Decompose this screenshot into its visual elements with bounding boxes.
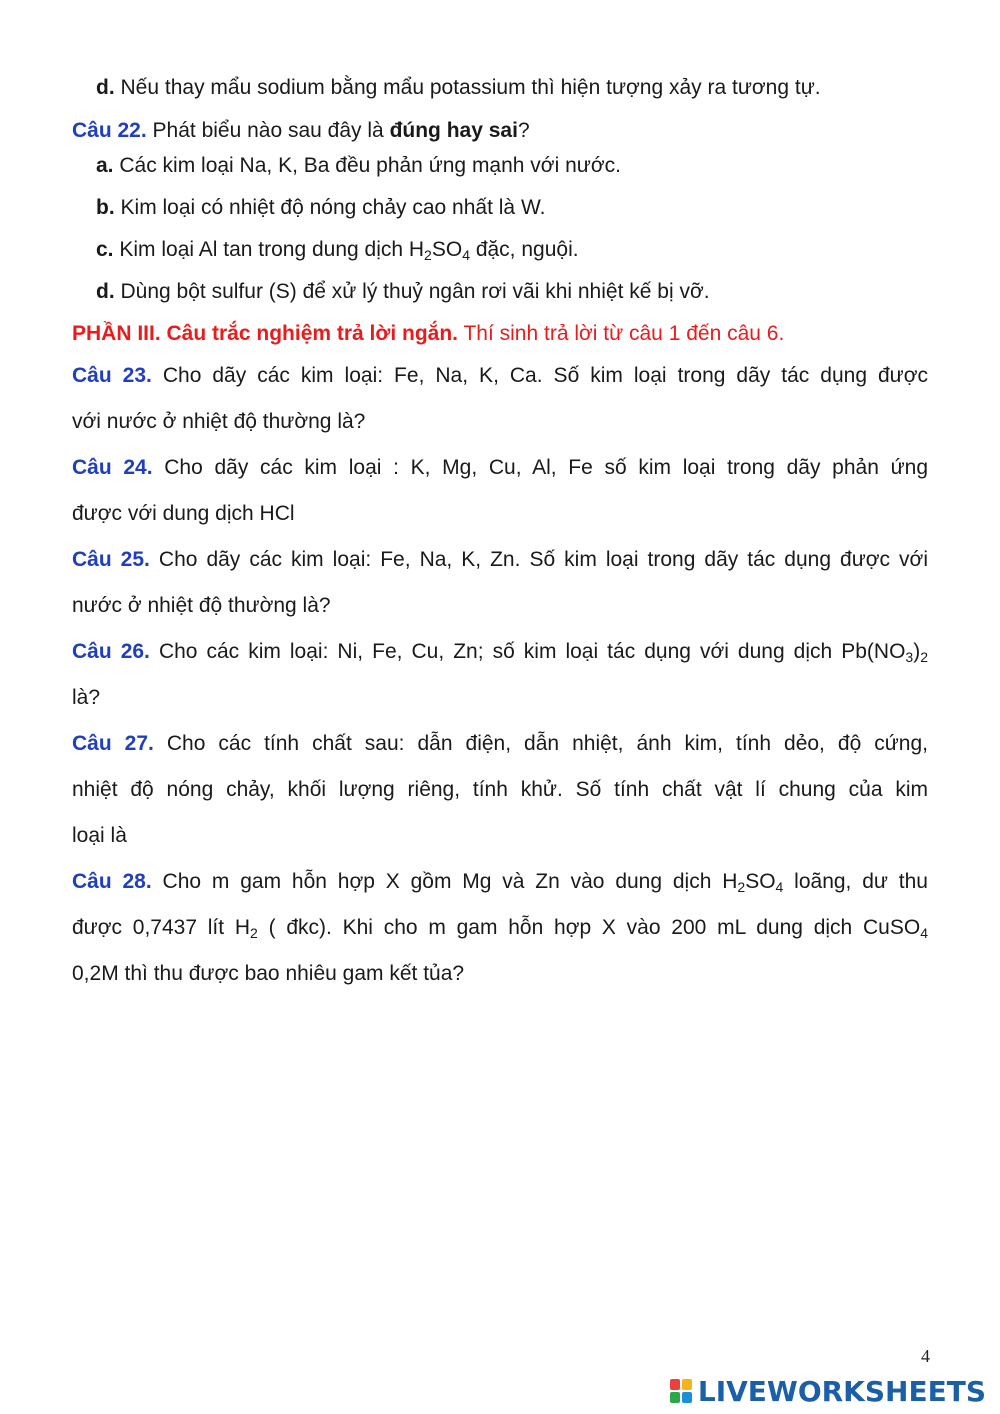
subscript: 4 — [462, 247, 470, 263]
option-text: Dùng bột sulfur (S) để xử lý thuỷ ngân rơi vãi khi nhiệt kế bị vỡ. — [120, 280, 710, 303]
q23-line-2: với nước ở nhiệt độ thường là? — [72, 410, 366, 433]
subscript: 4 — [920, 925, 928, 941]
option-label: d. — [96, 76, 115, 99]
section-instruction: Thí sinh trả lời từ câu 1 đến câu 6. — [463, 322, 785, 345]
logo-text: LIVEWORKSHEETS — [697, 1374, 986, 1408]
question-text: Cho dãy các kim loại : K, Mg, Cu, Al, Fe số kim loại trong dãy phản ứng — [164, 456, 929, 479]
option-label: b. — [96, 196, 115, 219]
q27-line-3: loại là — [72, 824, 127, 847]
option-text: Kim loại Al tan trong dung dịch H — [119, 238, 425, 261]
question-text: Cho dãy các kim loại: Fe, Na, K, Ca. Số kim loại trong dãy tác dụng được — [162, 364, 928, 387]
question-label: Câu 27. — [72, 732, 154, 755]
q22-option-d — [96, 278, 710, 306]
question-text-mid: ( đkc). Khi cho m gam hỗn hợp X vào 200 mL dung dịch CuSO — [268, 916, 921, 939]
question-label: Câu 22. — [72, 119, 147, 142]
q22-option-c — [96, 236, 579, 264]
subscript: 2 — [424, 247, 432, 263]
formula-part: SO — [431, 238, 463, 261]
option-text: Các kim loại Na, K, Ba đều phản ứng mạnh với nước. — [119, 154, 621, 177]
logo-square-2 — [682, 1379, 692, 1390]
q25-line-1 — [72, 546, 928, 574]
logo-square-4 — [682, 1392, 692, 1403]
q25-line-2: nước ở nhiệt độ thường là? — [72, 594, 331, 617]
question-label: Câu 25. — [72, 548, 150, 571]
option-text: Nếu thay mẩu sodium bằng mẩu potassium thì hiện tượng xảy ra tương tự. — [120, 76, 821, 99]
q27-line-1 — [72, 730, 928, 758]
question-label: Câu 23. — [72, 364, 152, 387]
question-text: Cho m gam hỗn hợp X gồm Mg và Zn vào dung dịch H — [162, 870, 738, 893]
q24-line-1 — [72, 454, 928, 482]
question-emphasis: đúng hay sai — [389, 119, 518, 142]
subscript: 2 — [250, 925, 258, 941]
q28-line-1 — [72, 868, 928, 896]
section-3-heading — [72, 320, 784, 348]
q26-line-1 — [72, 638, 928, 666]
q27-line-2: nhiệt độ nóng chảy, khối lượng riêng, tính khử. Số tính chất vật lí chung của kim — [72, 778, 928, 801]
question-text: Cho dãy các kim loại: Fe, Na, K, Zn. Số kim loại trong dãy tác dụng được với — [158, 548, 928, 571]
logo-square-3 — [670, 1392, 680, 1403]
q21-option-d — [96, 74, 821, 102]
option-text-end: đặc, nguội. — [475, 238, 579, 261]
q22-stem — [72, 117, 530, 145]
question-text: được 0,7437 lít H — [72, 916, 251, 939]
question-text: Cho các tính chất sau: dẫn điện, dẫn nhiệt, ánh kim, tính dẻo, độ cứng, — [166, 732, 928, 755]
formula-part: ) — [913, 640, 921, 663]
option-text: Kim loại có nhiệt độ nóng chảy cao nhất là W. — [120, 196, 546, 219]
subscript: 4 — [775, 879, 784, 895]
option-label: c. — [96, 238, 114, 261]
formula-part: SO — [745, 870, 776, 893]
section-title: PHẦN III. Câu trắc nghiệm trả lời ngắn. — [72, 322, 458, 345]
logo-square-1 — [670, 1379, 680, 1390]
q22-option-a — [96, 152, 621, 180]
q26-line-2: là? — [72, 686, 101, 709]
page-number: 4 — [921, 1346, 930, 1366]
option-label: d. — [96, 280, 115, 303]
q22-option-b — [96, 194, 545, 222]
option-label: a. — [96, 154, 114, 177]
q28-line-2 — [72, 914, 928, 942]
question-text-end: loãng, dư thu — [794, 870, 928, 893]
logo-mark-icon — [670, 1379, 692, 1403]
question-label: Câu 26. — [72, 640, 150, 663]
subscript: 3 — [905, 649, 914, 665]
question-text: Cho các kim loại: Ni, Fe, Cu, Zn; số kim loại tác dụng với dung dịch Pb(NO — [158, 640, 906, 663]
liveworksheets-logo — [670, 1374, 986, 1408]
question-text-end: ? — [517, 119, 530, 142]
q23-line-1 — [72, 362, 928, 390]
subscript: 2 — [920, 649, 928, 665]
q24-line-2: được với dung dịch HCl — [72, 502, 295, 525]
q28-line-3: 0,2M thì thu được bao nhiêu gam kết tủa? — [72, 962, 465, 985]
question-label: Câu 28. — [72, 870, 152, 893]
question-text: Phát biểu nào sau đây là — [152, 119, 384, 142]
question-label: Câu 24. — [72, 456, 153, 479]
subscript: 2 — [737, 879, 746, 895]
